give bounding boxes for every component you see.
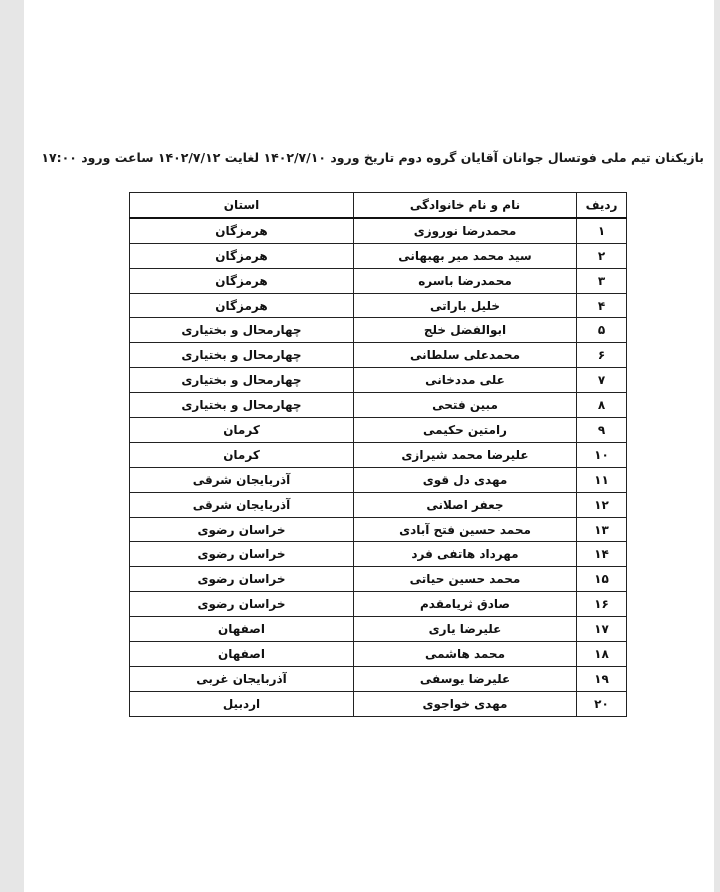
player-province: چهارمحال و بختیاری: [130, 343, 354, 368]
player-name: مبین فتحی: [354, 393, 577, 418]
table-row: [130, 343, 627, 368]
player-name: علی مددخانی: [354, 368, 577, 393]
player-province: هرمزگان: [130, 218, 354, 243]
player-name: صادق ثریامقدم: [354, 592, 577, 617]
player-province: خراسان رضوی: [130, 517, 354, 542]
player-name: محمدرضا نوروزی: [354, 218, 577, 243]
player-province: چهارمحال و بختیاری: [130, 393, 354, 418]
player-province: خراسان رضوی: [130, 567, 354, 592]
player-name: مهدی دل قوی: [354, 467, 577, 492]
row-number: ۹: [577, 418, 627, 443]
player-name: مهرداد هاتفی فرد: [354, 542, 577, 567]
row-number: ۱: [577, 218, 627, 243]
player-province: کرمان: [130, 442, 354, 467]
header-full-name: نام و نام خانوادگی: [354, 193, 577, 218]
table-row: [130, 567, 627, 592]
row-number: ۲۰: [577, 691, 627, 716]
table-row: [130, 467, 627, 492]
player-name: محمد حسین فتح آبادی: [354, 517, 577, 542]
row-number: ۱۱: [577, 467, 627, 492]
player-province: هرمزگان: [130, 243, 354, 268]
table-row: [130, 293, 627, 318]
table-row: [130, 617, 627, 642]
table-row: [130, 642, 627, 667]
table-row: [130, 517, 627, 542]
player-name: علیرضا یوسفی: [354, 666, 577, 691]
player-province: اصفهان: [130, 617, 354, 642]
row-number: ۴: [577, 293, 627, 318]
player-name: علیرضا یاری: [354, 617, 577, 642]
player-province: کرمان: [130, 418, 354, 443]
row-number: ۱۴: [577, 542, 627, 567]
row-number: ۱۵: [577, 567, 627, 592]
player-province: آذربایجان شرقی: [130, 492, 354, 517]
row-number: ۱۰: [577, 442, 627, 467]
player-name: علیرضا محمد شیرازی: [354, 442, 577, 467]
table-row: [130, 691, 627, 716]
player-province: هرمزگان: [130, 293, 354, 318]
table-row: [130, 492, 627, 517]
player-name: سید محمد میر بهبهانی: [354, 243, 577, 268]
player-province: هرمزگان: [130, 268, 354, 293]
table-row: [130, 268, 627, 293]
player-name: محمد حسین حیاتی: [354, 567, 577, 592]
row-number: ۶: [577, 343, 627, 368]
row-number: ۱۸: [577, 642, 627, 667]
player-name: محمدعلی سلطانی: [354, 343, 577, 368]
player-name: جعفر اصلانی: [354, 492, 577, 517]
table-row: [130, 218, 627, 243]
row-number: ۵: [577, 318, 627, 343]
header-province: استان: [130, 193, 354, 218]
player-name: ابوالفضل خلج: [354, 318, 577, 343]
table-body: [130, 218, 627, 716]
header-row-number: ردیف: [577, 193, 627, 218]
player-name: رامتین حکیمی: [354, 418, 577, 443]
player-province: چهارمحال و بختیاری: [130, 318, 354, 343]
row-number: ۲: [577, 243, 627, 268]
document-page: [24, 0, 714, 892]
players-table: [129, 192, 627, 717]
player-name: خلیل باراتی: [354, 293, 577, 318]
table-row: [130, 243, 627, 268]
row-number: ۱۳: [577, 517, 627, 542]
player-province: چهارمحال و بختیاری: [130, 368, 354, 393]
row-number: ۷: [577, 368, 627, 393]
player-province: خراسان رضوی: [130, 592, 354, 617]
document-title: بازیکنان تیم ملی فوتسال جوانان آقایان گروه دوم تاریخ ورود ۱۴۰۲/۷/۱۰ لغایت ۱۴۰۲/۷/۱۲ ساعت ورود ۱۷:۰۰: [41, 150, 704, 165]
table-row: [130, 393, 627, 418]
table-row: [130, 592, 627, 617]
table-header-row: [130, 193, 627, 218]
player-province: آذربایجان شرقی: [130, 467, 354, 492]
player-name: محمدرضا باسره: [354, 268, 577, 293]
table-row: [130, 542, 627, 567]
row-number: ۳: [577, 268, 627, 293]
player-province: اردبیل: [130, 691, 354, 716]
table-row: [130, 418, 627, 443]
player-province: خراسان رضوی: [130, 542, 354, 567]
player-province: آذربایجان غربی: [130, 666, 354, 691]
player-province: اصفهان: [130, 642, 354, 667]
player-name: مهدی خواجوی: [354, 691, 577, 716]
table-row: [130, 442, 627, 467]
row-number: ۸: [577, 393, 627, 418]
table-row: [130, 318, 627, 343]
table-row: [130, 666, 627, 691]
row-number: ۱۹: [577, 666, 627, 691]
player-name: محمد هاشمی: [354, 642, 577, 667]
row-number: ۱۷: [577, 617, 627, 642]
table-row: [130, 368, 627, 393]
row-number: ۱۶: [577, 592, 627, 617]
row-number: ۱۲: [577, 492, 627, 517]
